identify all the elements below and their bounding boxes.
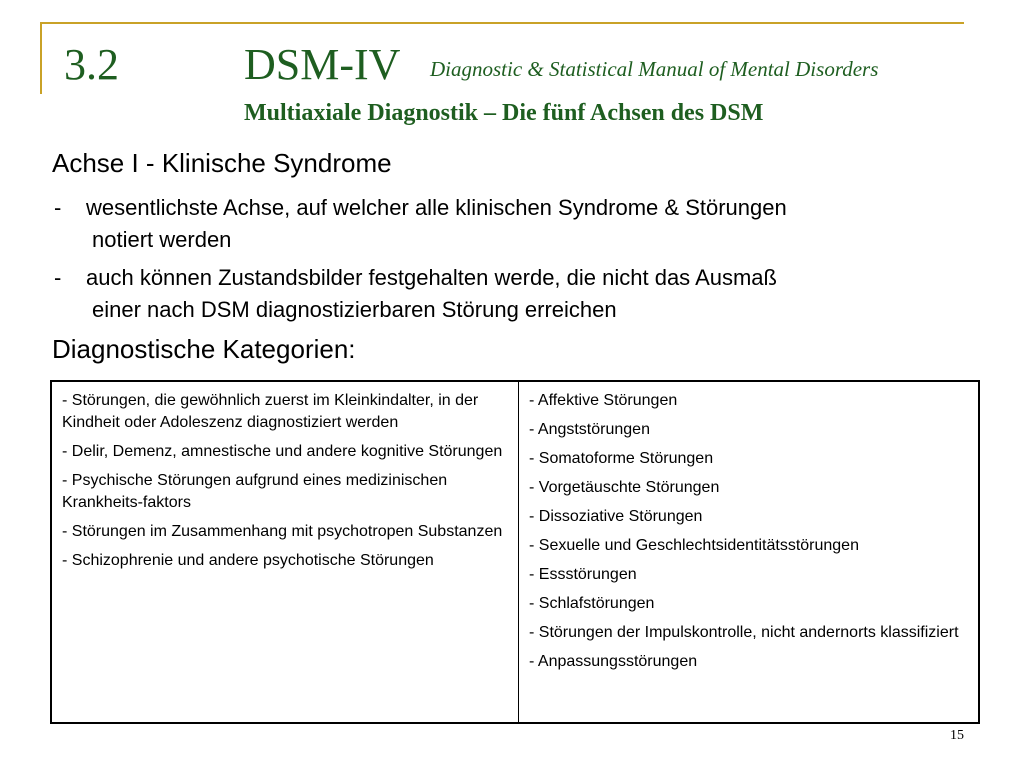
bullet-dash: -: [54, 195, 62, 220]
axis-heading: Achse I - Klinische Syndrome: [52, 148, 392, 178]
category-item: - Störungen, die gewöhnlich zuerst im Kleinkindalter, in der Kindheit oder Adoleszenz diagnostiziert werden: [62, 392, 479, 431]
page-number: 15: [950, 728, 964, 743]
slide-subtitle: Multiaxiale Diagnostik – Die fünf Achsen des DSM: [244, 100, 764, 126]
categories-column-right: [519, 382, 978, 722]
category-item: - Delir, Demenz, amnestische und andere kognitive Störungen: [62, 443, 503, 460]
category-item: - Sexuelle und Geschlechtsidentitätsstörungen: [529, 537, 859, 554]
bullet-line: notiert werden: [92, 227, 232, 252]
title-main: DSM-IV: [244, 40, 401, 89]
bullet-line: auch können Zustandsbilder festgehalten werde, die nicht das Ausmaß: [86, 265, 777, 290]
category-item: - Schlafstörungen: [529, 595, 655, 612]
category-item: - Angststörungen: [529, 421, 650, 438]
frame-left-line: [40, 22, 42, 94]
title-subtitle-italic: Diagnostic & Statistical Manual of Mental Disorders: [430, 57, 879, 81]
category-item: - Vorgetäuschte Störungen: [529, 479, 720, 496]
category-item: - Dissoziative Störungen: [529, 508, 703, 525]
bullet-line: wesentlichste Achse, auf welcher alle klinischen Syndrome & Störungen: [86, 195, 787, 220]
category-item: - Psychische Störungen aufgrund eines medizinischen Krankheits-faktors: [62, 472, 448, 511]
categories-column-left: [52, 382, 519, 722]
bullet-dash: -: [54, 265, 62, 290]
category-item: - Essstörungen: [529, 566, 637, 583]
frame-top-line: [40, 22, 964, 24]
bullet-line: einer nach DSM diagnostizierbaren Störung erreichen: [92, 297, 617, 322]
category-item: - Störungen der Impulskontrolle, nicht andernorts klassifiziert: [529, 624, 959, 641]
title-number: 3.2: [64, 40, 119, 89]
category-item: - Anpassungsstörungen: [529, 653, 698, 670]
category-item: - Schizophrenie und andere psychotische Störungen: [62, 552, 434, 569]
category-item: - Somatoforme Störungen: [529, 450, 714, 467]
category-item: - Affektive Störungen: [529, 392, 678, 409]
categories-table: [50, 380, 980, 724]
category-item: - Störungen im Zusammenhang mit psychotropen Substanzen: [62, 523, 503, 540]
categories-heading: Diagnostische Kategorien:: [52, 334, 356, 364]
